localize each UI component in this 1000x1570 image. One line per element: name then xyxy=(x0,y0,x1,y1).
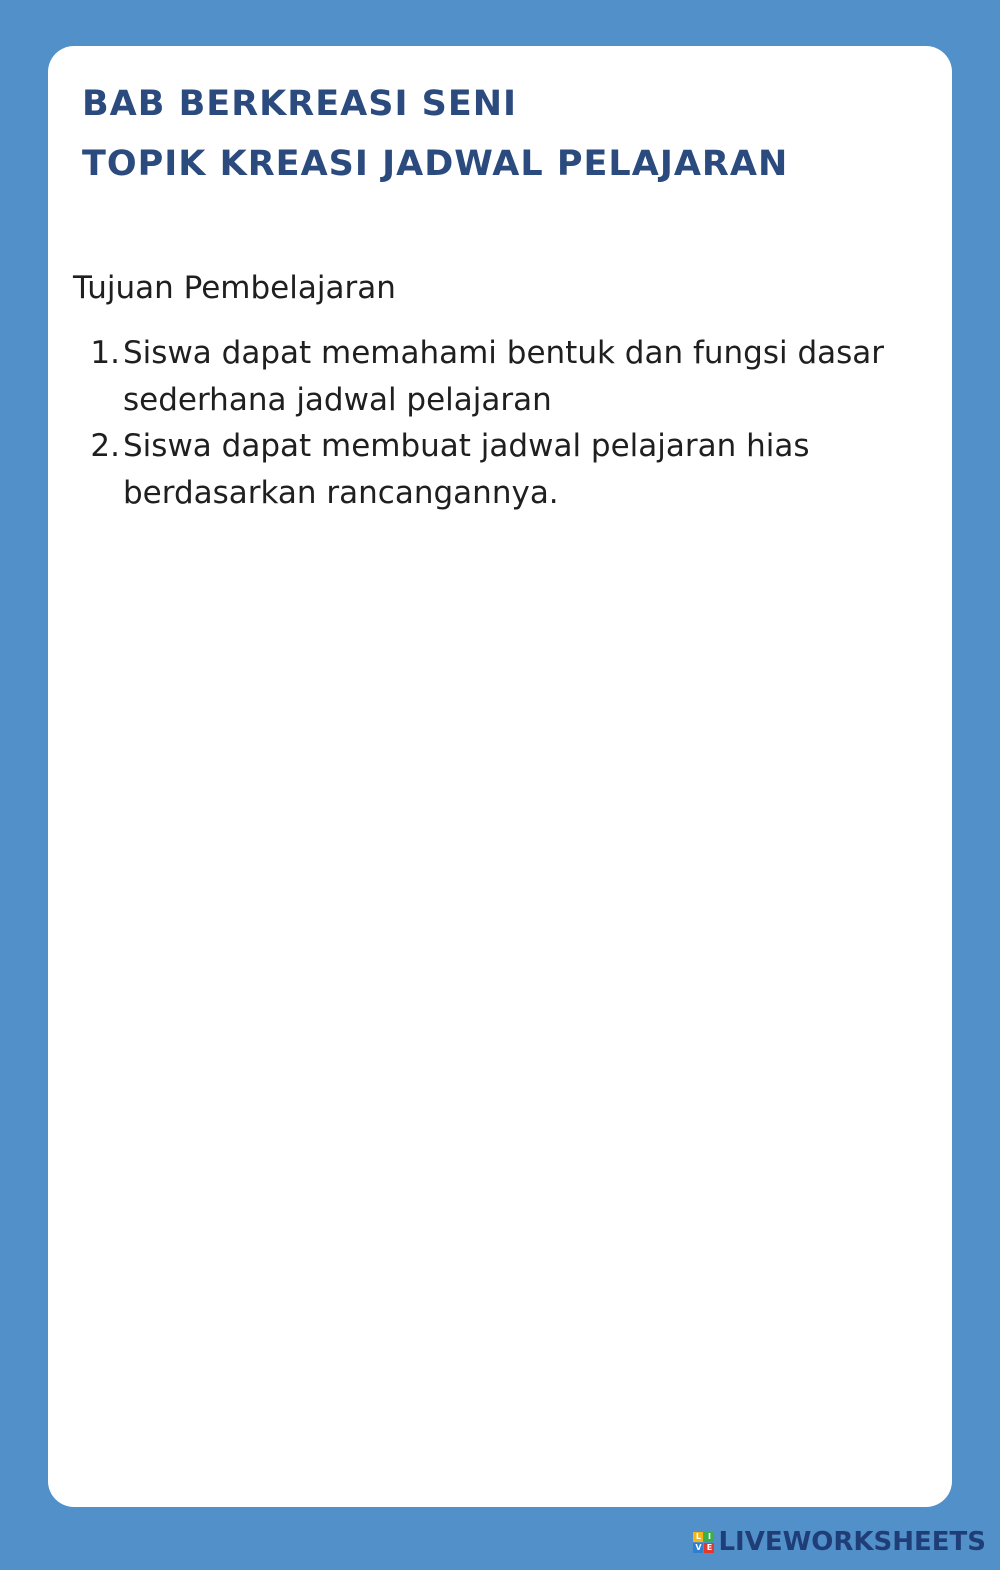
learning-objectives-list xyxy=(88,330,908,516)
logo-letter-l: L xyxy=(693,1532,703,1542)
liveworksheets-logo-text: LIVEWORKSHEETS xyxy=(718,1527,986,1557)
objective-text: Siswa dapat memahami bentuk dan fungsi dasar sederhana jadwal pelajaran xyxy=(123,335,885,418)
liveworksheets-logo-icon xyxy=(693,1532,714,1553)
logo-letter-i: I xyxy=(704,1532,714,1542)
learning-objectives-label: Tujuan Pembelajaran xyxy=(73,270,396,306)
chapter-title: BAB BERKREASI SENI xyxy=(82,84,518,124)
logo-letter-v: V xyxy=(695,1542,702,1552)
objective-item xyxy=(88,423,908,516)
objective-text: Siswa dapat membuat jadwal pelajaran hias berdasarkan rancangannya. xyxy=(123,428,810,511)
liveworksheets-logo[interactable] xyxy=(693,1522,986,1562)
worksheet-card xyxy=(48,46,952,1507)
objective-number: 2. xyxy=(90,428,120,464)
objective-number: 1. xyxy=(90,335,120,371)
logo-letter-e: E xyxy=(704,1543,714,1553)
topic-title: TOPIK KREASI JADWAL PELAJARAN xyxy=(82,144,789,184)
objective-item xyxy=(88,330,908,423)
